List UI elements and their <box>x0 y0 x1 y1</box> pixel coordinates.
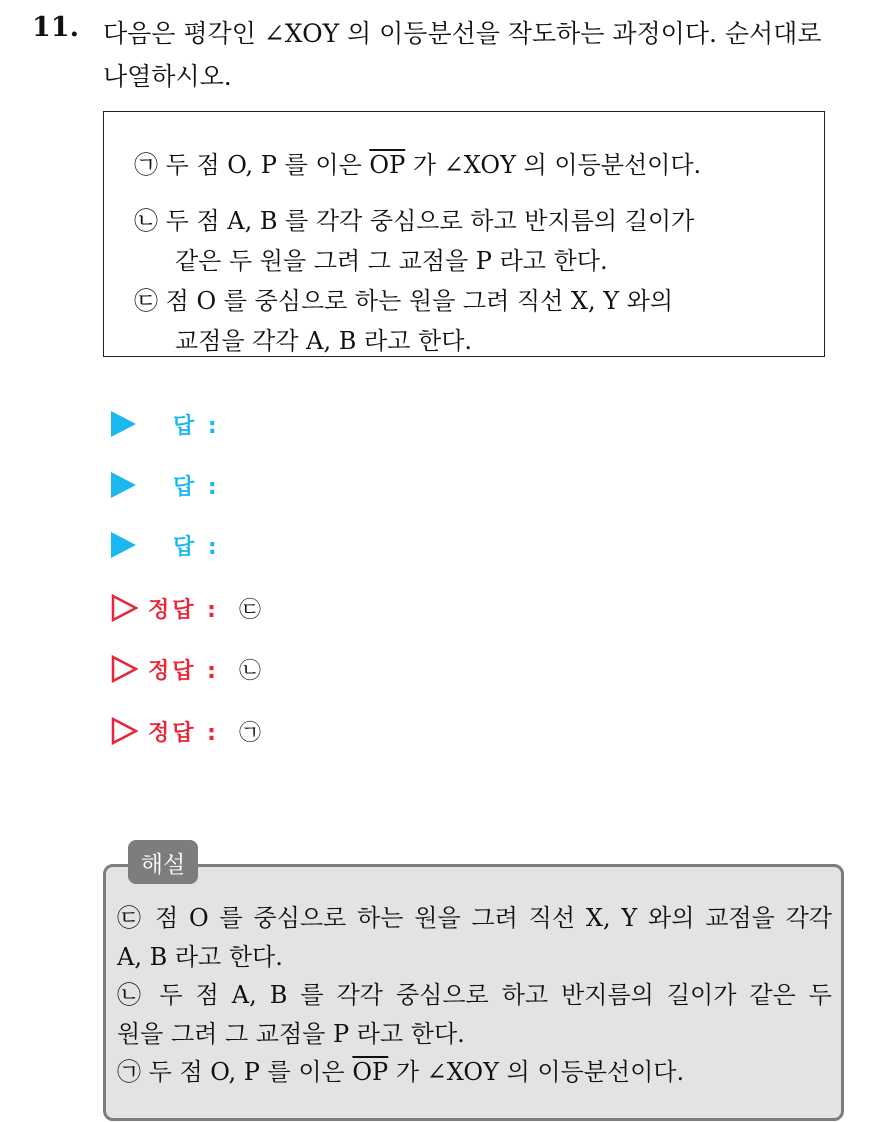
explanation-text <box>117 899 832 1092</box>
step-item-2: ㉡ 두 점 A, B 를 각각 중심으로 하고 반지름의 길이가 같은 두 원을 그려 그 교점을 P 라고 한다. <box>134 207 695 275</box>
question-text-line-2: 나열하시오. <box>103 62 232 91</box>
explanation-panel <box>103 864 844 1121</box>
explanation-line-2: A, B 라고 한다. <box>117 942 283 971</box>
triangle-right-outline-icon <box>111 655 138 683</box>
question-text <box>103 12 873 98</box>
explanation-line-5: ㉠ 두 점 O, P 를 이은 $\overline{OP}$ 가 ∠XOY 의 이등분선이다. <box>117 1058 685 1086</box>
key-label: 정답 : <box>148 658 219 684</box>
step-marker: ㉢ <box>134 287 158 315</box>
answer-row <box>111 408 220 440</box>
triangle-right-outline-icon <box>111 717 138 745</box>
segment-op: $\overline{OP}$ <box>352 1058 389 1086</box>
answer-label: 답 : <box>173 474 220 500</box>
question-number: 11. <box>32 12 79 43</box>
key-value: ㉡ <box>238 658 261 684</box>
answer-row <box>111 469 220 501</box>
triangle-right-filled-icon <box>111 411 136 437</box>
segment-op: $\overline{OP}$ <box>369 151 406 179</box>
triangle-right-outline-icon <box>111 594 138 622</box>
key-value: ㉢ <box>238 597 261 623</box>
key-label: 정답 : <box>148 597 219 623</box>
key-value: ㉠ <box>238 720 261 746</box>
step-item-1: ㉠ 두 점 O, P 를 이은 $\overline{OP}$ 가 ∠XOY 의 이등분선이다. <box>134 151 702 179</box>
answer-row <box>111 529 220 561</box>
step-item-3: ㉢ 점 O 를 중심으로 하는 원을 그려 직선 X, Y 와의 교점을 각각 A, B 라고 한다. <box>134 287 674 355</box>
explanation-tab: 해설 <box>128 840 198 884</box>
explanation-line-1: ㉢ 점 O 를 중심으로 하는 원을 그려 직선 X, Y 와의 교점을 각각 <box>117 904 832 932</box>
triangle-right-filled-icon <box>111 472 136 498</box>
key-row <box>111 653 261 685</box>
step-marker: ㉡ <box>134 207 158 235</box>
key-row <box>111 592 261 624</box>
explanation-line-4: 원을 그려 그 교점을 P 라고 한다. <box>117 1019 465 1048</box>
key-label: 정답 : <box>148 720 219 746</box>
question-text-line-1: 다음은 평각인 ∠XOY 의 이등분선을 작도하는 과정이다. 순서대로 <box>103 19 822 48</box>
answer-label: 답 : <box>173 534 220 560</box>
answer-label: 답 : <box>173 413 220 439</box>
triangle-right-filled-icon <box>111 532 136 558</box>
key-row <box>111 715 261 747</box>
steps-box <box>103 111 825 357</box>
explanation-line-3: ㉡ 두 점 A, B 를 각각 중심으로 하고 반지름의 길이가 같은 두 <box>117 981 832 1009</box>
step-marker: ㉠ <box>134 151 158 179</box>
